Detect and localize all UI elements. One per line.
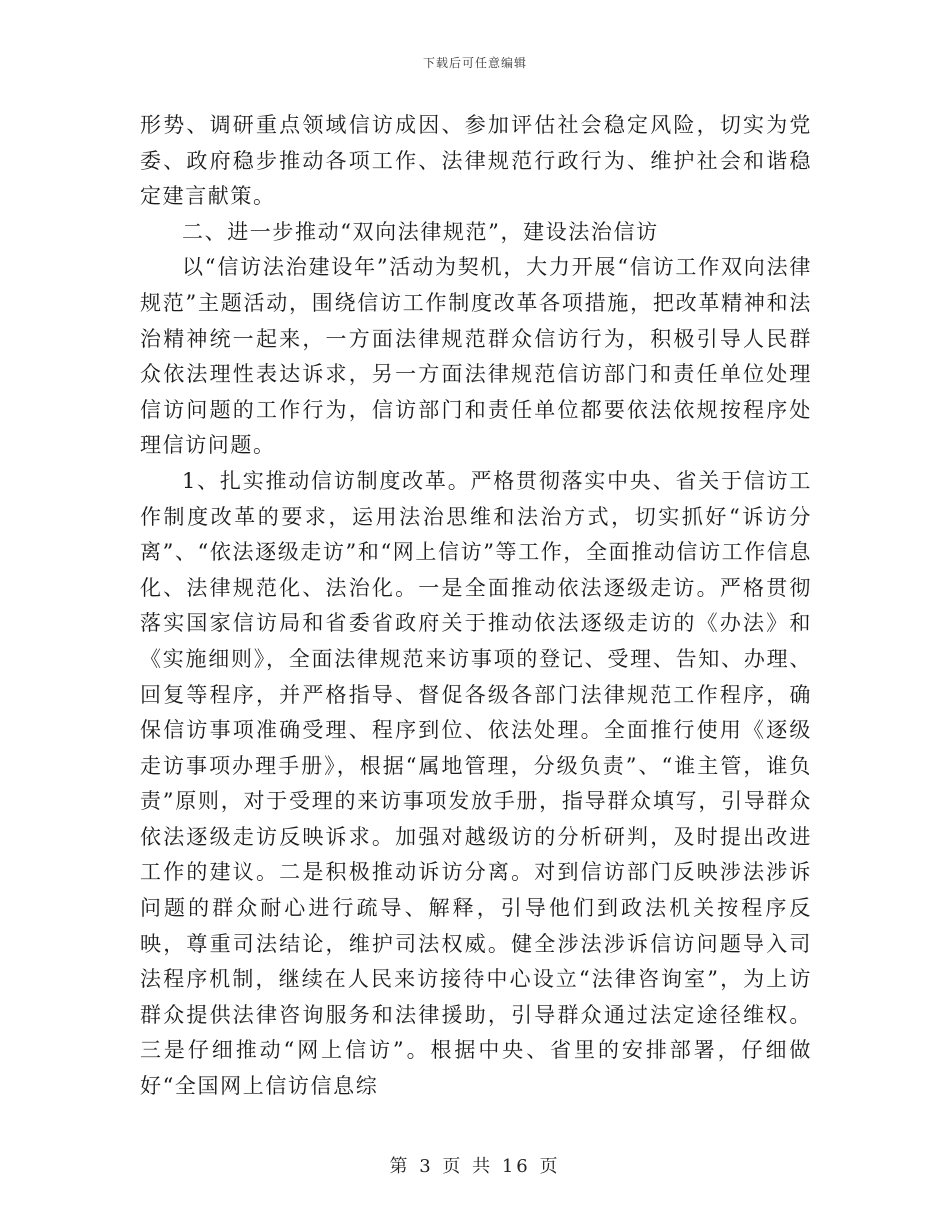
paragraph-intro: 以“信访法治建设年”活动为契机，大力开展“信访工作双向法律规范”主题活动，围绕信访工作制度改革各项措施，把改革精神和法治精神统一起来，一方面法律规范群众信访行为，积极引导人民群众依法理性表达诉求，另一方面法律规范信访部门和责任单位处理信访问题的工作行为，信访部门和责任单位都要依法依规按程序处理信访问题。 [140, 255, 812, 458]
page-number: 第 3 页 共 16 页 [389, 1156, 561, 1177]
paragraph-continuation: 形势、调研重点领域信访成因、参加评估社会稳定风险，切实为党委、政府稳步推动各项工作、法律规范行政行为、维护社会和谐稳定建言献策。 [140, 113, 812, 209]
section-heading: 二、进一步推动“双向法律规范”，建设法治信访 [182, 219, 659, 244]
document-body [140, 108, 812, 1105]
page-header-note: 下载后可任意编辑 [422, 56, 527, 70]
paragraph-item-1: 1、扎实推动信访制度改革。严格贯彻落实中央、省关于信访工作制度改革的要求，运用法治思维和法治方式，切实抓好“诉访分离”、“依法逐级走访”和“网上信访”等工作，全面推动信访工作信息化、法律规范化、法治化。一是全面推动依法逐级走访。严格贯彻落实国家信访局和省委省政府关于推动依法逐级走访的《办法》和《实施细则》，全面法律规范来访事项的登记、受理、告知、办理、回复等程序，并严格指导、督促各级各部门法律规范工作程序，确保信访事项准确受理、程序到位、依法处理。全面推行使用《逐级走访事项办理手册》，根据“属地管理，分级负责”、“谁主管，谁负责”原则，对于受理的来访事项发放手册，指导群众填写，引导群众依法逐级走访反映诉求。加强对越级访的分析研判，及时提出改进工作的建议。二是积极推动诉访分离。对到信访部门反映涉法涉诉问题的群众耐心进行疏导、解释，引导他们到政法机关按程序反映，尊重司法结论，维护司法权威。健全涉法涉诉信访问题导入司法程序机制，继续在人民来访接待中心设立“法律咨询室”，为上访群众提供法律咨询服务和法律援助，引导群众通过法定途径维权。三是仔细推动“网上信访”。根据中央、省里的安排部署，仔细做好“全国网上信访信息综 [140, 468, 812, 1099]
